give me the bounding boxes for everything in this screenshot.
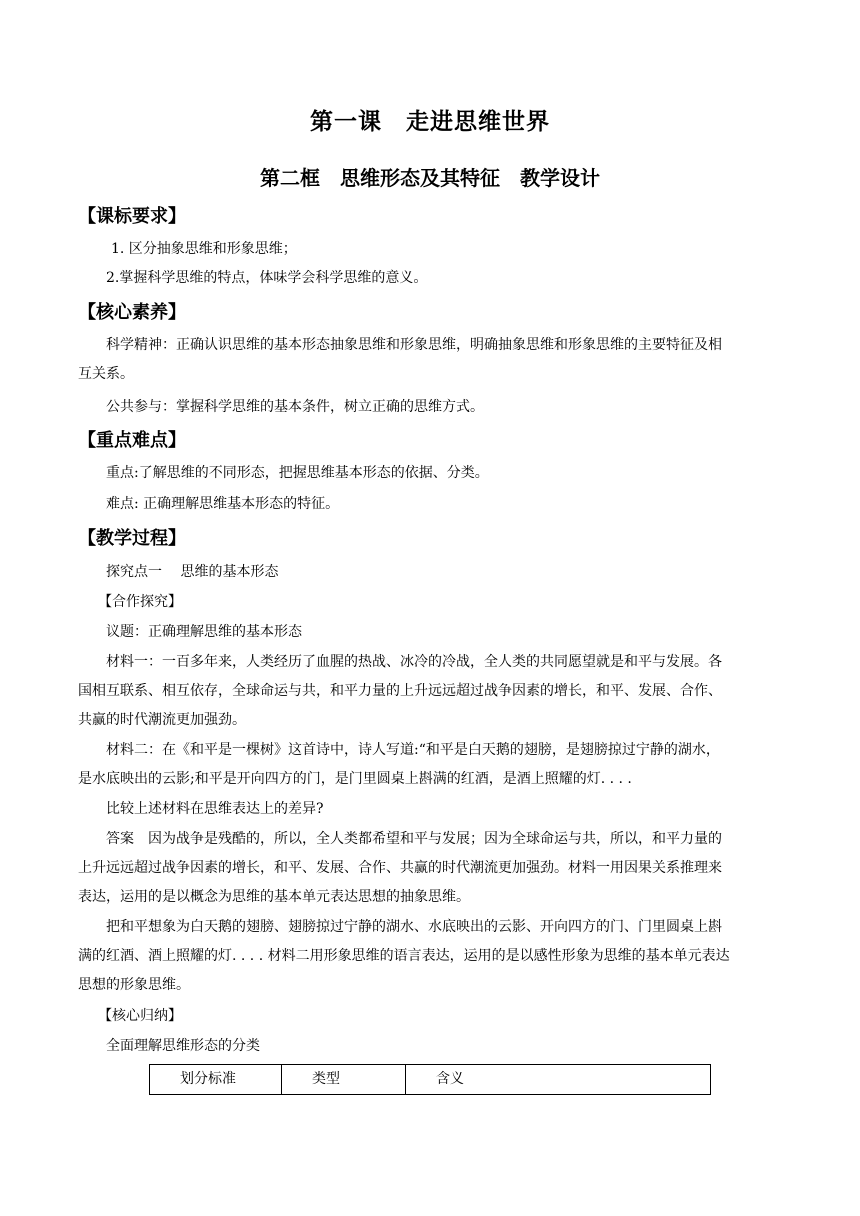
material2-line2: 是水底映出的云影;和平是开向四方的门，是门里圆桌上斟满的红酒，是酒上照耀的灯. . . . — [78, 771, 632, 787]
answer-line1: 答案 因为战争是残酷的，所以，全人类都希望和平与发展；因为全球命运与共，所以，和平力量的 — [106, 831, 722, 847]
classification-table — [149, 1064, 711, 1095]
table-header-criterion: 划分标准 — [150, 1065, 282, 1095]
answer2-line1: 把和平想象为白天鹅的翅膀、翅膀掠过宁静的湖水、水底映出的云影、开向四方的门、门里圆桌上斟 — [106, 919, 722, 935]
lesson-subtitle: 第二框 思维形态及其特征 教学设计 — [260, 166, 600, 190]
process-topic: 议题：正确理解思维的基本形态 — [106, 624, 302, 640]
curriculum-heading: 【课标要求】 — [78, 206, 186, 227]
process-point1: 探究点一 思维的基本形态 — [106, 564, 279, 580]
literacy-public: 公共参与：掌握科学思维的基本条件，树立正确的思维方式。 — [106, 399, 484, 415]
keypoints-heading: 【重点难点】 — [78, 430, 186, 451]
answer2-line3: 思想的形象思维。 — [78, 977, 190, 993]
literacy-science-line2: 互关系。 — [78, 366, 134, 382]
answer2-line2: 满的红酒、酒上照耀的灯. . . . 材料二用形象思维的语言表达，运用的是以感性形象为思维的基本单元表达 — [78, 948, 730, 964]
literacy-science-line1: 科学精神：正确认识思维的基本形态抽象思维和形象思维，明确抽象思维和形象思维的主要特征及相 — [106, 337, 722, 353]
table-header-type: 类型 — [282, 1065, 406, 1095]
question: 比较上述材料在思维表达上的差异? — [106, 801, 324, 817]
material1-line1: 材料一：一百多年来，人类经历了血腥的热战、冰冷的冷战，全人类的共同愿望就是和平与发展。各 — [106, 654, 722, 670]
table-header-meaning: 含义 — [406, 1065, 711, 1095]
material1-line2: 国相互联系、相互依存，全球命运与共，和平力量的上升远远超过战争因素的增长，和平、发展、合作、 — [78, 683, 722, 699]
summary-heading: 【核心归纳】 — [98, 1008, 182, 1024]
material2-line1: 材料二：在《和平是一棵树》这首诗中，诗人写道:“和平是白天鹅的翅膀，是翅膀掠过宁静的湖水， — [106, 742, 720, 758]
table-header-row — [150, 1065, 711, 1095]
lesson-title: 第一课 走进思维世界 — [310, 109, 550, 135]
curriculum-item-1: 1. 区分抽象思维和形象思维； — [111, 241, 297, 257]
curriculum-item-2: 2.掌握科学思维的特点，体味学会科学思维的意义。 — [106, 270, 428, 286]
keypoints-difficult: 难点: 正确理解思维基本形态的特征。 — [106, 496, 340, 512]
process-heading: 【教学过程】 — [78, 528, 186, 549]
answer-line3: 表达，运用的是以概念为思维的基本单元表达思想的抽象思维。 — [78, 889, 470, 905]
classify-title: 全面理解思维形态的分类 — [106, 1038, 260, 1054]
keypoints-key: 重点:了解思维的不同形态，把握思维基本形态的依据、分类。 — [106, 465, 489, 481]
material1-line3: 共赢的时代潮流更加强劲。 — [78, 712, 246, 728]
process-coop: 【合作探究】 — [98, 594, 182, 610]
literacy-heading: 【核心素养】 — [78, 302, 186, 323]
answer-line2: 上升远远超过战争因素的增长，和平、发展、合作、共赢的时代潮流更加强劲。材料一用因果关系推理来 — [78, 860, 722, 876]
